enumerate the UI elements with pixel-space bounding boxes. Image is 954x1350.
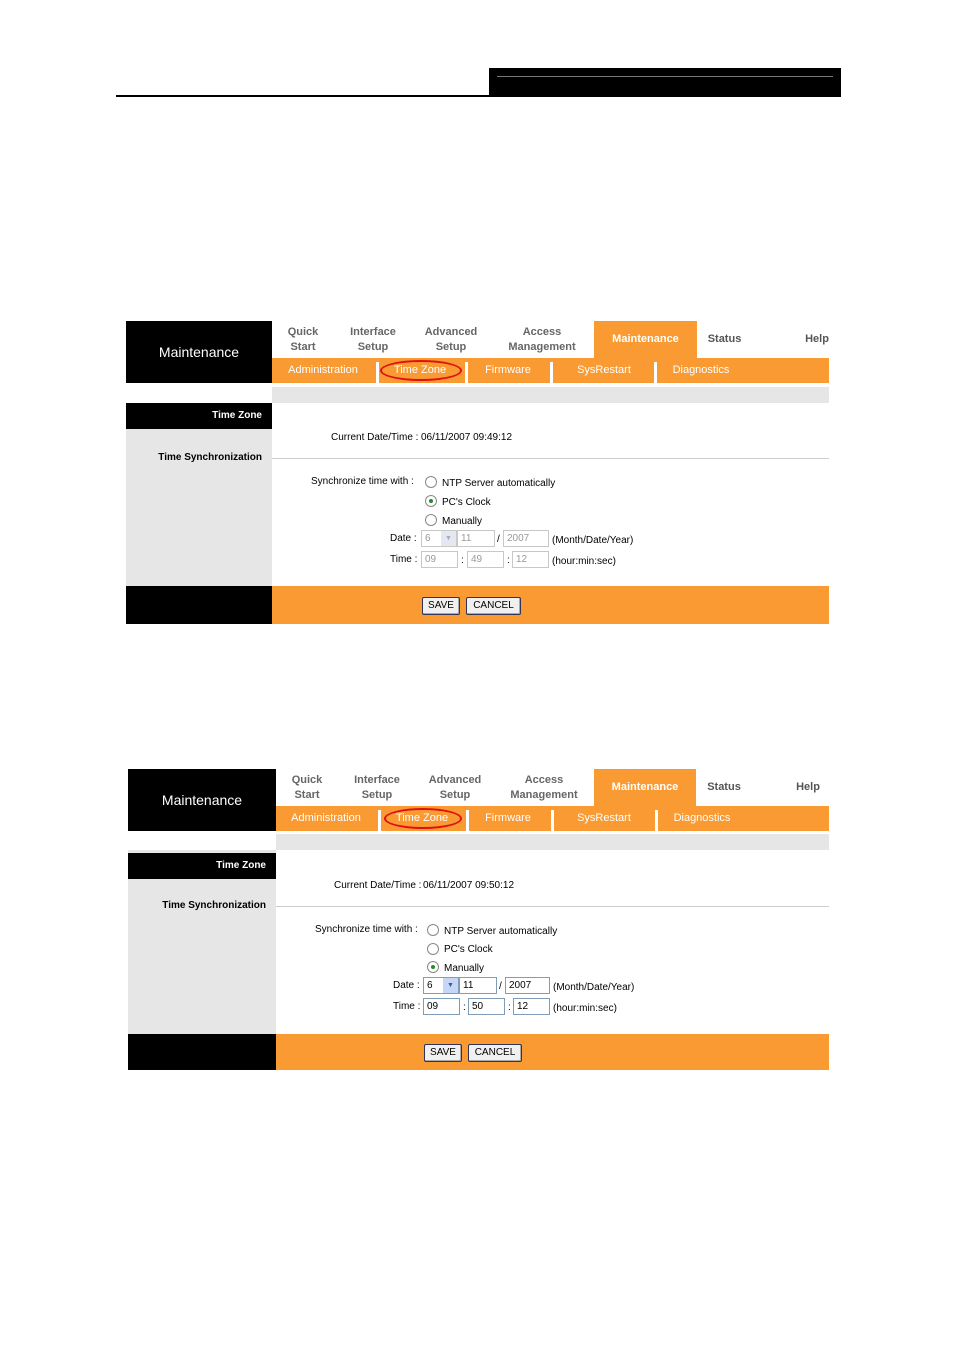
main-nav xyxy=(276,769,829,806)
radio-pc-clock-label: PC's Clock xyxy=(442,497,491,508)
time-format-hint: (hour:min:sec) xyxy=(552,556,616,567)
radio-pc-clock[interactable] xyxy=(425,495,437,507)
footer-bar-left xyxy=(126,586,272,624)
time-separator: : xyxy=(463,1002,466,1013)
subnav-diagnostics[interactable]: Diagnostics xyxy=(672,364,730,376)
current-datetime-value: 06/11/2007 09:50:12 xyxy=(423,880,515,891)
subnav-separator xyxy=(655,810,658,831)
minute-input[interactable]: 49 xyxy=(467,551,504,568)
subnav-sysrestart[interactable]: SysRestart xyxy=(577,364,631,376)
footer-bar xyxy=(272,586,829,624)
nav-status[interactable]: Status xyxy=(707,333,742,345)
sub-nav xyxy=(272,358,829,383)
subnav-time-zone[interactable]: Time Zone xyxy=(395,812,449,824)
year-input[interactable]: 2007 xyxy=(503,530,549,547)
subnav-separator xyxy=(378,810,381,831)
panel-title: Maintenance xyxy=(126,321,272,383)
sub-nav xyxy=(276,806,829,831)
hour-input[interactable]: 09 xyxy=(423,998,460,1015)
nav-access-management[interactable]: Access Management xyxy=(508,326,576,353)
nav-help[interactable]: Help xyxy=(796,781,820,793)
radio-manually[interactable] xyxy=(425,514,437,526)
divider xyxy=(272,458,829,459)
sync-with-label: Synchronize time with : xyxy=(315,924,418,935)
subnav-separator xyxy=(550,362,553,383)
subnav-firmware[interactable]: Firmware xyxy=(485,364,531,376)
content-top-bar xyxy=(276,834,829,850)
chevron-down-icon: ▼ xyxy=(441,531,456,546)
highlight-ring xyxy=(384,808,462,829)
time-format-hint: (hour:min:sec) xyxy=(553,1003,617,1014)
section-header-time-zone: Time Zone xyxy=(128,853,276,879)
radio-pc-clock-label: PC's Clock xyxy=(444,944,493,955)
section-label-time-sync: Time Synchronization xyxy=(162,900,266,911)
content-top-bar xyxy=(272,387,829,403)
nav-advanced-setup[interactable]: Advanced Setup xyxy=(424,326,478,353)
subnav-separator xyxy=(654,362,657,383)
current-datetime-label: Current Date/Time : xyxy=(331,432,419,443)
footer-bar xyxy=(276,1034,829,1070)
date-format-hint: (Month/Date/Year) xyxy=(552,535,634,546)
section-header-time-zone: Time Zone xyxy=(126,403,272,429)
radio-manually-label: Manually xyxy=(444,963,485,974)
section-label-time-sync: Time Synchronization xyxy=(158,452,262,463)
subnav-diagnostics[interactable]: Diagnostics xyxy=(673,812,731,824)
maintenance-panel-manual xyxy=(128,769,829,1070)
panel-title: Maintenance xyxy=(128,769,276,831)
month-select[interactable]: 6 ▼ xyxy=(423,977,459,994)
maintenance-panel-pc-clock xyxy=(126,321,829,625)
subnav-sysrestart[interactable]: SysRestart xyxy=(577,812,631,824)
current-datetime-value: 06/11/2007 09:49:12 xyxy=(421,432,513,443)
time-separator: : xyxy=(461,555,464,566)
side-column xyxy=(126,403,272,586)
month-select[interactable]: 6 ▼ xyxy=(421,530,457,547)
save-button[interactable]: SAVE xyxy=(422,597,460,615)
nav-maintenance[interactable]: Maintenance xyxy=(594,769,696,806)
second-input[interactable]: 12 xyxy=(513,998,550,1015)
time-separator: : xyxy=(508,1002,511,1013)
radio-pc-clock[interactable] xyxy=(427,943,439,955)
current-datetime-label: Current Date/Time : xyxy=(334,880,422,891)
cancel-button[interactable]: CANCEL xyxy=(466,597,521,615)
subnav-administration[interactable]: Administration xyxy=(291,812,361,824)
nav-access-management[interactable]: Access Management xyxy=(510,774,578,801)
highlight-ring xyxy=(380,360,462,381)
radio-ntp-server[interactable] xyxy=(425,476,437,488)
main-nav xyxy=(272,321,829,358)
nav-status[interactable]: Status xyxy=(707,781,741,793)
time-separator: : xyxy=(507,555,510,566)
page-header-box xyxy=(489,68,841,97)
date-label: Date : xyxy=(393,980,420,991)
date-separator: / xyxy=(499,981,502,992)
radio-ntp-label: NTP Server automatically xyxy=(444,926,558,937)
day-input[interactable]: 11 xyxy=(457,530,495,547)
nav-maintenance[interactable]: Maintenance xyxy=(594,321,697,358)
date-format-hint: (Month/Date/Year) xyxy=(553,982,635,993)
nav-quick-start[interactable]: Quick Start xyxy=(291,774,323,801)
nav-help[interactable]: Help xyxy=(805,333,829,345)
subnav-administration[interactable]: Administration xyxy=(288,364,358,376)
sync-with-label: Synchronize time with : xyxy=(311,476,414,487)
date-label: Date : xyxy=(390,533,417,544)
footer-bar-left xyxy=(128,1034,276,1070)
nav-interface-setup[interactable]: Interface Setup xyxy=(354,774,400,801)
radio-manually-label: Manually xyxy=(442,516,483,527)
radio-manually[interactable] xyxy=(427,961,439,973)
second-input[interactable]: 12 xyxy=(512,551,549,568)
subnav-time-zone[interactable]: Time Zone xyxy=(393,364,447,376)
nav-advanced-setup[interactable]: Advanced Setup xyxy=(428,774,482,801)
year-input[interactable]: 2007 xyxy=(505,977,550,994)
subnav-separator xyxy=(376,362,379,383)
radio-ntp-server[interactable] xyxy=(427,924,439,936)
nav-interface-setup[interactable]: Interface Setup xyxy=(350,326,396,353)
chevron-down-icon: ▼ xyxy=(443,978,458,993)
minute-input[interactable]: 50 xyxy=(468,998,505,1015)
time-label: Time : xyxy=(390,554,418,565)
day-input[interactable]: 11 xyxy=(459,977,497,994)
save-button[interactable]: SAVE xyxy=(424,1044,462,1062)
cancel-button[interactable]: CANCEL xyxy=(468,1044,522,1062)
time-label: Time : xyxy=(393,1001,421,1012)
hour-input[interactable]: 09 xyxy=(421,551,458,568)
divider xyxy=(276,906,829,907)
radio-ntp-label: NTP Server automatically xyxy=(442,478,556,489)
date-separator: / xyxy=(497,534,500,545)
nav-quick-start[interactable]: Quick Start xyxy=(287,326,319,353)
subnav-firmware[interactable]: Firmware xyxy=(485,812,531,824)
